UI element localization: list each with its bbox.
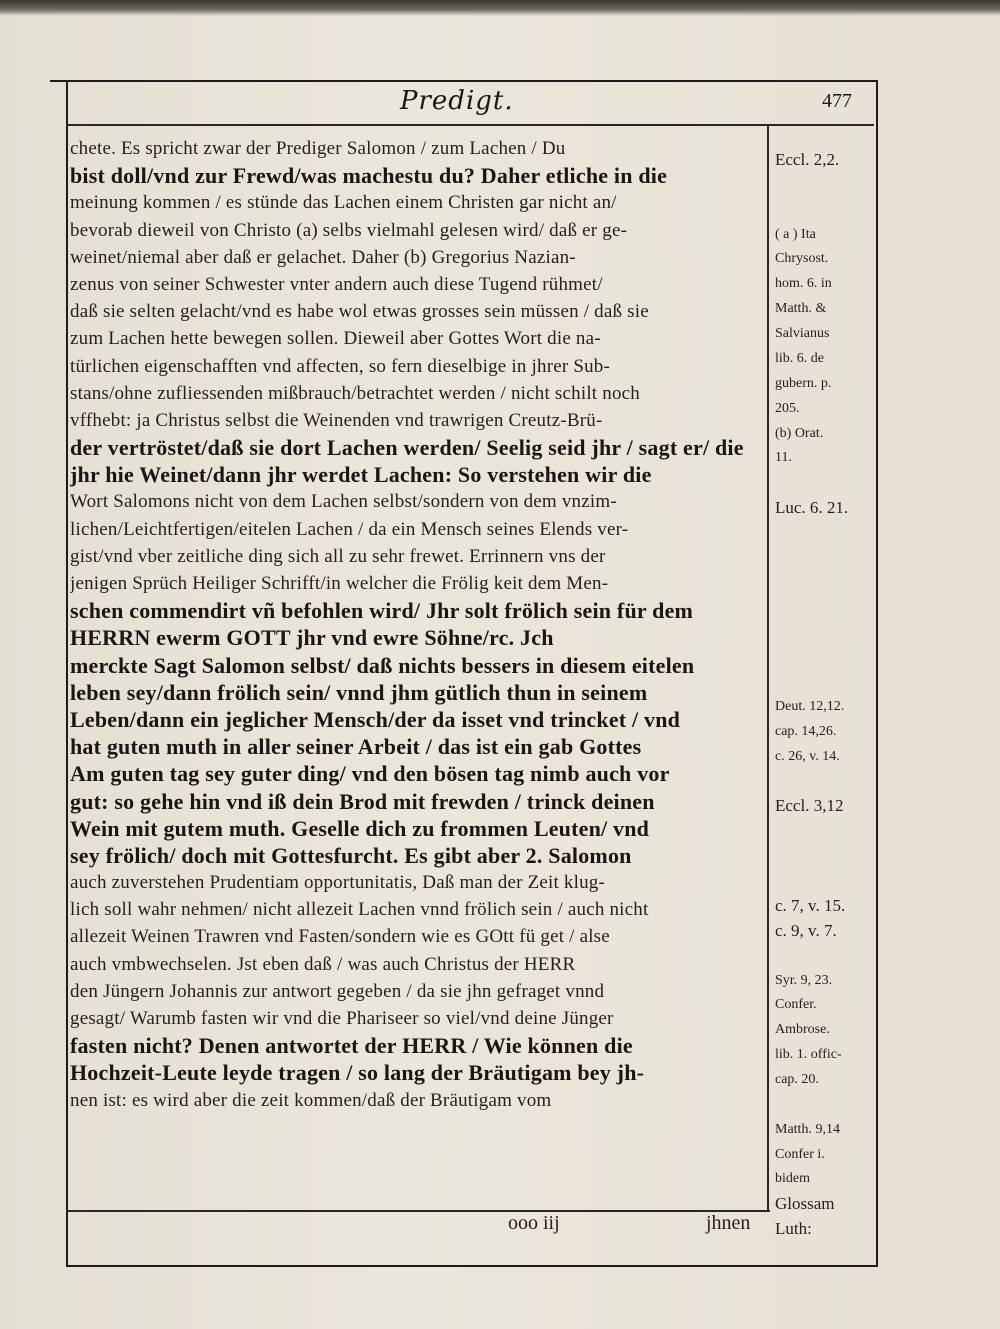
margin-note: ( a ) Ita (775, 226, 816, 242)
text-line: der vertröstet/daß sie dort Lachen werden/ Seelig seid jhr / sagt er/ die (70, 435, 744, 461)
text-line: auch vmbwechselen. Jst eben daß / was auch Christus der HERR (70, 953, 576, 975)
margin-note: cap. 20. (775, 1071, 819, 1087)
margin-note: Chrysost. (775, 251, 829, 267)
text-line: sey frölich/ doch mit Gottesfurcht. Es gibt aber 2. Salomon (70, 842, 632, 868)
margin-note: Eccl. 2,2. (775, 150, 840, 169)
text-line: gut: so gehe hin vnd iß dein Brod mit frewden / trinck deinen (70, 788, 655, 814)
margin-note: c. 26, v. 14. (775, 748, 840, 764)
margin-note: Luth: (775, 1219, 812, 1239)
margin-note: Confer i. (775, 1146, 825, 1162)
text-line: merckte Sagt Salomon selbst/ daß nichts bessers in diesem eitelen (70, 652, 695, 678)
page-number: 477 (822, 90, 852, 112)
scan-edge-shadow (0, 0, 1000, 16)
text-line: leben sey/dann frölich sein/ vnnd jhm gütlich thun in seinem (70, 679, 648, 705)
margin-note: 11. (775, 450, 792, 466)
running-head: Predigt. (400, 86, 514, 116)
text-line: bevorab dieweil von Christo (a) selbs vielmahl gelesen wird/ daß er ge- (70, 219, 628, 241)
text-line: Leben/dann ein jeglicher Mensch/der da isset vnd trincket / vnd (70, 706, 681, 732)
margin-note: bidem (775, 1171, 810, 1187)
margin-note: cap. 14,26. (775, 723, 837, 739)
text-line: lich soll wahr nehmen/ nicht allezeit Lachen vnnd frölich sein / auch nicht (70, 899, 649, 921)
margin-note: Eccl. 3,12 (775, 796, 844, 816)
margin-note: (b) Orat. (775, 425, 824, 441)
text-line: auch zuverstehen Prudentiam opportunitatis, Daß man der Zeit klug- (70, 872, 606, 894)
catchword: jhnen (706, 1212, 751, 1234)
text-line: vffhebt: ja Christus selbst die Weinenden vnd trawrigen Creutz-Brü- (70, 409, 603, 431)
text-line: nen ist: es wird aber die zeit kommen/daß der Bräutigam vom (70, 1089, 552, 1111)
text-line: Wort Salomons nicht von dem Lachen selbst/sondern von dem vnzim- (70, 491, 617, 513)
margin-note: Salvianus (775, 326, 830, 342)
text-line: schen commendirt vñ befohlen wird/ Jhr solt frölich sein für dem (70, 598, 694, 624)
margin-note: hom. 6. in (775, 276, 832, 292)
text-line: zenus von seiner Schwester vnter andern auch diese Tugend rühmet/ (70, 273, 603, 295)
margin-note: 205. (775, 400, 800, 416)
text-line: jenigen Sprüch Heiliger Schrifft/in welcher die Frölig keit dem Men- (70, 573, 609, 594)
text-line: meinung kommen / es stünde das Lachen einem Christen gar nicht an/ (70, 192, 617, 214)
margin-note: Matth. 9,14 (775, 1121, 840, 1137)
margin-note: Glossam (775, 1194, 835, 1214)
text-line: fasten nicht? Denen antwortet der HERR / Wie können die (70, 1033, 633, 1059)
text-line: allezeit Weinen Trawren vnd Fasten/sondern wie es GOtt fü get / alse (70, 926, 610, 948)
margin-note: Confer. (775, 997, 817, 1013)
text-line: Am guten tag sey guter ding/ vnd den bösen tag nimb auch vor (70, 761, 670, 787)
text-line: Hochzeit-Leute leyde tragen / so lang der Bräutigam bey jh- (70, 1060, 645, 1086)
footer-rule (66, 1210, 770, 1212)
margin-note: Luc. 6. 21. (775, 498, 849, 518)
text-line: türlichen eigenschafften vnd affecten, so fern dieselbige in jhrer Sub- (70, 355, 611, 377)
margin-note: lib. 1. offic- (775, 1047, 842, 1063)
text-line: gist/vnd vber zeitliche ding sich all zu sehr frewet. Errinnern vns der (70, 545, 606, 567)
text-line: stans/ohne zufliessenden mißbrauch/betrachtet werden / nicht schilt noch (70, 382, 640, 404)
text-line: gesagt/ Warumb fasten wir vnd die Phariseer so viel/vnd deine Jünger (70, 1008, 614, 1029)
text-line: daß sie selten gelacht/vnd es habe wol etwas grosses sein müssen / daß sie (70, 301, 649, 323)
text-line: bist doll/vnd zur Frewd/was machestu du? Daher etliche in die (70, 163, 668, 189)
margin-column-rule (767, 126, 769, 1211)
text-line: den Jüngern Johannis zur antwort gegeben / da sie jhn gefraget vnnd (70, 980, 605, 1002)
text-line: chete. Es spricht zwar der Prediger Salomon / zum Lachen / Du (70, 138, 566, 159)
text-line: jhr hie Weinet/dann jhr werdet Lachen: So verstehen wir die (70, 462, 652, 488)
signature-mark: ooo iij (508, 1212, 560, 1234)
text-line: zum Lachen hette bewegen sollen. Dieweil aber Gottes Wort die na- (70, 328, 601, 350)
margin-note: Matth. & (775, 301, 827, 317)
body-text (70, 135, 764, 1114)
text-line: lichen/Leichtfertigen/eitelen Lachen / da ein Mensch seines Elends ver- (70, 518, 629, 540)
text-line: HERRN ewerm GOTT jhr vnd ewre Söhne/rc. Jch (70, 625, 554, 651)
margin-note: lib. 6. de (775, 350, 824, 366)
text-line: Wein mit gutem muth. Geselle dich zu frommen Leuten/ vnd (70, 815, 650, 841)
margin-note: gubern. p. (775, 375, 832, 391)
header-rule (66, 124, 874, 126)
margin-note: Ambrose. (775, 1022, 830, 1038)
text-line: weinet/niemal aber daß er gelachet. Daher (b) Gregorius Nazian- (70, 246, 576, 268)
margin-note: Syr. 9, 23. (775, 972, 833, 988)
margin-note: Deut. 12,12. (775, 699, 845, 714)
margin-note: c. 9, v. 7. (775, 920, 837, 940)
margin-note: c. 7, v. 15. (775, 895, 846, 915)
text-line: hat guten muth in aller seiner Arbeit / das ist ein gab Gottes (70, 734, 642, 760)
